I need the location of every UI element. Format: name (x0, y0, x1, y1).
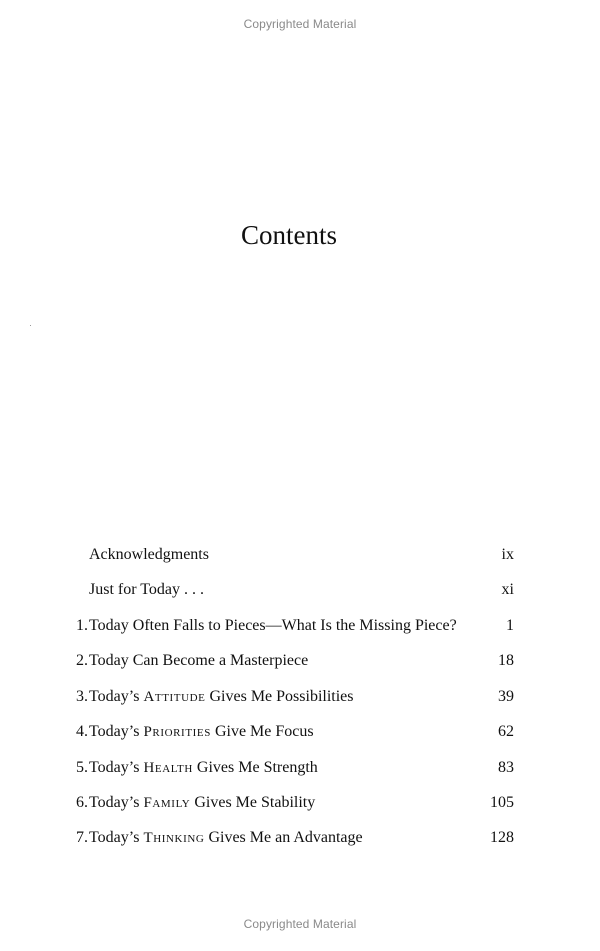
toc-title-prefix: Today’s (89, 688, 144, 705)
toc-title-text: Today Can Become a Masterpiece (89, 652, 309, 669)
toc-title (89, 826, 363, 850)
toc-page-number: 83 (498, 759, 514, 776)
toc-entry-chapter-5 (0, 756, 600, 780)
toc-title-text: Acknowledgments (89, 546, 209, 563)
toc-page-number: 39 (498, 688, 514, 705)
toc-entry-chapter-4 (0, 720, 600, 744)
toc-entry-chapter-3 (0, 685, 600, 709)
toc-title-small-caps: Health (143, 760, 193, 776)
toc-title (89, 791, 315, 815)
toc-title-prefix: Today’s (89, 759, 144, 776)
toc-page-number: 105 (490, 794, 514, 811)
toc-title (89, 578, 204, 602)
toc-title-text: Today Often Falls to Pieces—What Is the Missing Piece? (89, 617, 457, 634)
toc-title-suffix: Gives Me an Advantage (204, 829, 363, 846)
toc-title-prefix: Today’s (89, 829, 144, 846)
toc-number: 4. (76, 723, 88, 740)
toc-entry-chapter-2 (0, 649, 600, 673)
toc-title-suffix: Gives Me Strength (192, 759, 318, 776)
toc-title-small-caps: Attitude (143, 689, 206, 705)
toc-title-prefix: Today’s (89, 794, 144, 811)
toc-title-small-caps: Thinking (143, 830, 205, 846)
copyright-watermark-bottom: Copyrighted Material (243, 917, 357, 931)
toc-page-number: 62 (498, 723, 514, 740)
toc-number: 2. (76, 652, 88, 669)
toc-page-number: 1 (506, 617, 514, 634)
toc-entry-just-for-today (0, 578, 600, 602)
toc-number: 3. (76, 688, 88, 705)
toc-entry-chapter-1 (0, 614, 600, 638)
toc-entry-acknowledgments (0, 543, 600, 567)
toc-number: 5. (76, 759, 88, 776)
toc-title-suffix: Gives Me Stability (190, 794, 316, 811)
toc-number: 7. (76, 829, 88, 846)
toc-title-small-caps: Priorities (143, 724, 211, 740)
toc-page-number: 128 (490, 829, 514, 846)
toc-title (89, 756, 318, 780)
scan-speck (30, 325, 31, 326)
toc-title-text: Just for Today . . . (89, 581, 205, 598)
toc-number: 6. (76, 794, 88, 811)
page-title: Contents (240, 220, 337, 250)
toc-title (89, 614, 457, 638)
toc-entry-chapter-6 (0, 791, 600, 815)
toc-page-number: 18 (498, 652, 514, 669)
toc-entry-chapter-7 (0, 826, 600, 850)
toc-title (89, 685, 354, 709)
toc-number: 1. (76, 617, 88, 634)
toc-title (89, 649, 308, 673)
toc-title-prefix: Today’s (89, 723, 144, 740)
toc-page-number: xi (501, 581, 514, 598)
toc-title (89, 543, 209, 567)
toc-title-suffix: Give Me Focus (210, 723, 314, 740)
toc-title-small-caps: Family (143, 795, 191, 811)
toc-title (89, 720, 314, 744)
toc-title-suffix: Gives Me Possibilities (205, 688, 354, 705)
toc-page-number: ix (501, 546, 514, 563)
copyright-watermark-top: Copyrighted Material (243, 17, 357, 31)
